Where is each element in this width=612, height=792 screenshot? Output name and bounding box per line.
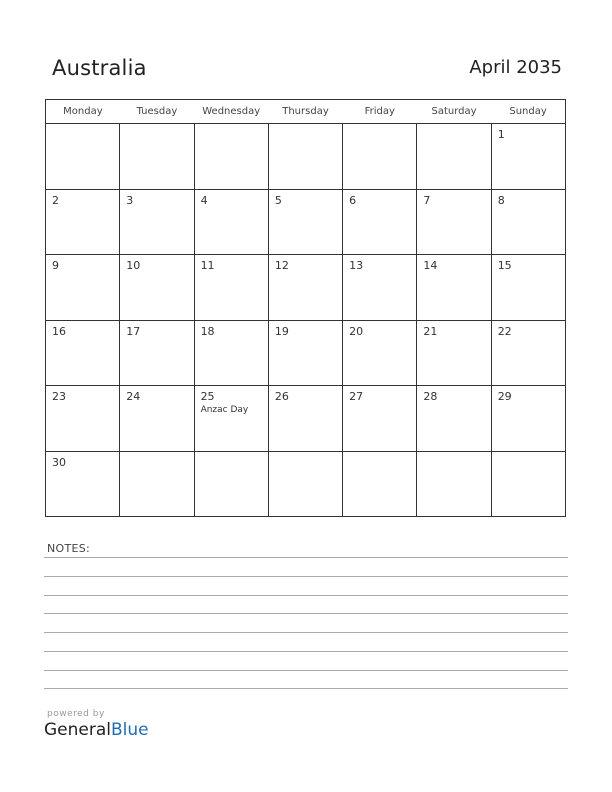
day-number <box>417 452 490 457</box>
day-number: 29 <box>497 390 512 403</box>
day-cell <box>268 189 342 255</box>
day-number: 23 <box>52 390 66 403</box>
day-number <box>343 124 416 129</box>
day-number <box>269 124 342 129</box>
day-cell <box>46 124 120 190</box>
day-cell <box>417 124 491 190</box>
day-number: 2 <box>52 193 59 207</box>
day-cell <box>491 124 565 190</box>
day-cell <box>268 386 342 452</box>
day-cell <box>120 451 194 517</box>
day-number: 17 <box>126 324 141 338</box>
note-line <box>44 595 568 596</box>
brand-blue-text: Blue <box>111 720 149 740</box>
week-row <box>46 189 566 255</box>
day-cell <box>194 124 268 190</box>
month-year-title: April 2035 <box>469 57 562 78</box>
day-number <box>417 124 490 129</box>
note-line <box>44 613 568 614</box>
day-cell <box>343 386 417 452</box>
day-cell <box>343 255 417 321</box>
day-cell <box>417 451 491 517</box>
day-number: 24 <box>126 390 141 403</box>
day-number: 9 <box>52 259 59 272</box>
day-number: 11 <box>200 259 215 272</box>
day-cell <box>194 255 268 321</box>
weekday-header: Tuesday <box>120 100 194 124</box>
day-cell <box>46 189 120 255</box>
day-cell <box>343 320 417 386</box>
week-row <box>46 386 566 452</box>
week-row <box>46 451 566 517</box>
day-number: 21 <box>423 324 438 338</box>
day-cell <box>194 189 268 255</box>
day-cell <box>268 451 342 517</box>
day-cell <box>417 320 491 386</box>
day-number: 22 <box>497 324 512 338</box>
note-line <box>44 576 568 577</box>
day-number: 3 <box>126 193 134 207</box>
day-number: 4 <box>200 193 208 207</box>
week-row <box>46 124 566 190</box>
day-number <box>195 124 268 129</box>
day-cell <box>343 451 417 517</box>
generalblue-logo[interactable] <box>44 720 149 740</box>
day-number: 27 <box>349 390 364 403</box>
day-number <box>269 452 342 457</box>
day-cell <box>268 255 342 321</box>
day-cell <box>120 386 194 452</box>
day-number: 28 <box>423 390 438 403</box>
day-cell <box>194 451 268 517</box>
weekday-header: Sunday <box>491 100 565 124</box>
note-line <box>44 632 568 633</box>
day-number <box>492 452 565 457</box>
weekday-header: Thursday <box>268 100 342 124</box>
brand-general-text: General <box>44 720 111 740</box>
day-cell <box>268 124 342 190</box>
day-cell <box>491 451 565 517</box>
day-cell <box>417 189 491 255</box>
day-number: 26 <box>274 390 289 403</box>
weekday-header: Monday <box>46 100 120 124</box>
day-cell <box>120 124 194 190</box>
day-number <box>46 124 119 129</box>
day-cell <box>46 320 120 386</box>
day-cell <box>491 255 565 321</box>
calendar-grid <box>45 99 566 517</box>
day-number <box>120 124 193 129</box>
day-cell <box>268 320 342 386</box>
day-number: 15 <box>497 259 512 272</box>
day-number: 20 <box>349 324 364 338</box>
day-number: 5 <box>274 193 282 207</box>
day-number: 6 <box>349 193 357 207</box>
day-cell <box>120 189 194 255</box>
note-line <box>44 557 568 558</box>
holiday-label: Anzac Day <box>200 405 249 415</box>
day-cell <box>343 189 417 255</box>
day-number: 8 <box>497 193 505 207</box>
note-line <box>44 670 568 671</box>
day-number: 16 <box>52 324 66 338</box>
day-number: 12 <box>274 259 289 272</box>
day-cell <box>491 386 565 452</box>
day-cell <box>120 320 194 386</box>
day-cell <box>491 189 565 255</box>
day-number <box>343 452 416 457</box>
powered-by-text: powered by <box>47 709 105 719</box>
day-cell <box>46 255 120 321</box>
day-cell <box>46 386 120 452</box>
day-cell <box>120 255 194 321</box>
day-number: 18 <box>200 324 215 338</box>
weekday-header: Friday <box>343 100 417 124</box>
day-number: 13 <box>349 259 364 272</box>
note-line <box>44 688 568 689</box>
day-number <box>195 452 268 457</box>
day-number: 14 <box>423 259 438 272</box>
day-cell <box>343 124 417 190</box>
weekday-header: Saturday <box>417 100 491 124</box>
notes-label: NOTES: <box>47 542 91 555</box>
day-cell <box>194 320 268 386</box>
day-number: 10 <box>126 259 141 272</box>
day-cell <box>46 451 120 517</box>
week-row <box>46 320 566 386</box>
day-cell <box>417 386 491 452</box>
note-line <box>44 651 568 652</box>
day-cell <box>491 320 565 386</box>
day-number: 7 <box>423 193 431 207</box>
weekday-header-row <box>46 100 566 124</box>
week-row <box>46 255 566 321</box>
day-number: 19 <box>274 324 289 338</box>
day-number: 30 <box>52 455 66 469</box>
day-number <box>120 452 193 457</box>
country-title: Australia <box>52 56 147 80</box>
day-cell <box>194 386 268 452</box>
day-cell <box>417 255 491 321</box>
day-number: 25 <box>200 390 215 403</box>
day-number: 1 <box>497 128 505 141</box>
weekday-header: Wednesday <box>194 100 268 124</box>
